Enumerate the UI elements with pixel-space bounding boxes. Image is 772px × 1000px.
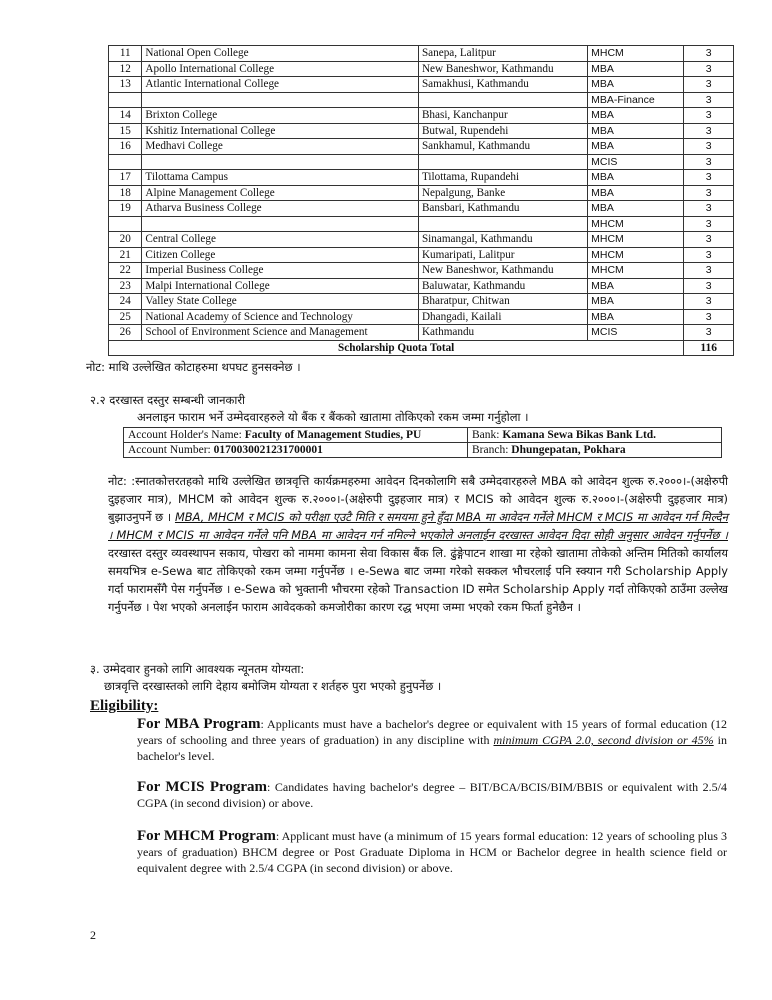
serial-number: 16: [109, 139, 142, 155]
college-name: [142, 92, 419, 108]
serial-number: 14: [109, 108, 142, 124]
serial-number: 12: [109, 61, 142, 77]
serial-number: 26: [109, 325, 142, 341]
quota-table-row: [109, 170, 734, 186]
quota-table-row: [109, 77, 734, 93]
program-name: MBA: [588, 185, 684, 201]
mhcm-eligibility: [137, 828, 727, 876]
quota-count: 3: [684, 170, 734, 186]
mhcm-text: : Applicant must have (a minimum of 15 years formal education: 12 years of schooling plus 3 years of graduation) BHCM degree or Post Graduate Diploma in HCM or Bachelor degree in health science field or equivalent degree with 2.5/4 CGPA (in second division) or above.: [137, 829, 727, 875]
scholarship-quota-table: [108, 45, 734, 356]
quota-count: 3: [684, 201, 734, 217]
program-name: MHCM: [588, 232, 684, 248]
application-fee-note: [108, 472, 728, 616]
college-name: Medhavi College: [142, 139, 419, 155]
branch-cell: [468, 443, 722, 458]
program-name: MBA-Finance: [588, 92, 684, 108]
college-location: Kumaripati, Lalitpur: [418, 247, 587, 263]
college-location: [418, 216, 587, 232]
account-number-value: 0170030021231700001: [213, 444, 323, 456]
program-name: MBA: [588, 170, 684, 186]
serial-number: 23: [109, 278, 142, 294]
serial-number: 15: [109, 123, 142, 139]
program-name: MBA: [588, 139, 684, 155]
quota-count: 3: [684, 185, 734, 201]
quota-table-row: [109, 123, 734, 139]
serial-number: [109, 154, 142, 170]
account-holder-label: Account Holder's Name:: [128, 429, 242, 441]
branch-label: Branch:: [472, 444, 509, 456]
quota-table-row: [109, 278, 734, 294]
bank-label: Bank:: [472, 429, 500, 441]
serial-number: [109, 216, 142, 232]
serial-number: 24: [109, 294, 142, 310]
payment-instructions: दरखास्त दस्तुर व्यवस्थापन सकाय, पोखरा को नाममा कामना सेवा विकास बैंक लि. ढुंङ्गेपाटन शाखा मा रहेको खातामा तोकेको अन्तिम मितिको कार्यालय समयभित्र e-Sewa बाट तोकिएको रकम जम्मा गर्नुपर्नेछ । e-Sewa बाट जम्मा गरेको सक्कल भौचरलाई पनि स्क्यान गरी Scholarship Apply गर्दा फारामसँगै पेस गर्नुपर्नेछ । e-Sewa को भुक्तानी भौचरमा रहेको Transaction ID समेत Scholarship Apply गर्दा तोकिएको ठाउँमा उल्लेख गर्नुपर्नेछ । पेश भएको अनलाईन फाराम आवेदकको कमजोरीका कारण रद्ध भएमा जम्मा भएको रकम फिर्ता हुनेछैन ।: [108, 546, 728, 614]
college-name: Atharva Business College: [142, 201, 419, 217]
quota-table-row: [109, 309, 734, 325]
college-name: Malpi International College: [142, 278, 419, 294]
serial-number: 17: [109, 170, 142, 186]
college-name: Tilottama Campus: [142, 170, 419, 186]
program-name: MBA: [588, 108, 684, 124]
quota-total-row: [109, 340, 734, 356]
college-name: Alpine Management College: [142, 185, 419, 201]
college-name: [142, 216, 419, 232]
college-name: Imperial Business College: [142, 263, 419, 279]
quota-count: 3: [684, 263, 734, 279]
exam-conflict-note: MBA, MHCM र MCIS को परीक्षा एउटै मिति र समयमा हुने हुँदा MBA मा आवेदन गर्नेले MHCM र MCIS मा आवेदन गर्न मिल्दैन । MHCM र MCIS मा आवेदन गर्नेले पनि MBA मा आवेदन गर्न नमिल्ने भएकोले अनलाईन दरखास्त आवेदन दिदा सोही अनुसार आवेदन गर्नुपर्नेछ ।: [108, 510, 729, 542]
program-name: MBA: [588, 294, 684, 310]
quota-table-row: [109, 201, 734, 217]
quota-note: नोट: माथि उल्लेखित कोटाहरुमा थपघट हुनसक्नेछ ।: [86, 360, 301, 374]
quota-table-row: [109, 139, 734, 155]
serial-number: 19: [109, 201, 142, 217]
college-location: [418, 92, 587, 108]
college-name: Citizen College: [142, 247, 419, 263]
college-name: Apollo International College: [142, 61, 419, 77]
program-name: MBA: [588, 278, 684, 294]
qualification-intro: छात्रवृत्ति दरखास्तको लागि देहाय बमोजिम योग्यता र शर्तहरु पुरा भएको हुनुपर्नेछ ।: [104, 679, 442, 693]
mcis-program-title: For MCIS Program: [137, 779, 268, 795]
quota-count: 3: [684, 325, 734, 341]
quota-count: 3: [684, 46, 734, 62]
college-name: Brixton College: [142, 108, 419, 124]
college-location: Sankhamul, Kathmandu: [418, 139, 587, 155]
bank-cell: [468, 428, 722, 443]
college-location: Baluwatar, Kathmandu: [418, 278, 587, 294]
fee-note-text: नोट: :स्नातकोत्तरतहको माथि उल्लेखित छात्रवृत्ति कार्यक्रमहरुमा आवेदन दिनकोलागि सबै उम्मेदवारहरुले MBA को आवेदन शुल्क रु.२०००।-(अक्षेरुपी दुइहजार मात्र), MHCM को आवेदन शुल्क रु.२०००।-(अक्षेरुपी दुइहजार मात्र) र MCIS को आवेदन शुल्क रु.२०००।-(अक्षेरुपी दुइहजार मात्र) बुझाउनुपर्ने छ ।: [108, 474, 728, 524]
mba-min-criteria: minimum CGPA 2.0, second division or 45%: [493, 733, 714, 747]
quota-table-row: [109, 247, 734, 263]
college-location: Samakhusi, Kathmandu: [418, 77, 587, 93]
quota-count: 3: [684, 77, 734, 93]
college-name: Central College: [142, 232, 419, 248]
college-name: National Open College: [142, 46, 419, 62]
quota-table-row: [109, 216, 734, 232]
quota-table-row: [109, 92, 734, 108]
college-name: Kshitiz International College: [142, 123, 419, 139]
account-holder-cell: [124, 428, 468, 443]
serial-number: 18: [109, 185, 142, 201]
program-name: MBA: [588, 309, 684, 325]
quota-count: 3: [684, 154, 734, 170]
mcis-text: : Candidates having bachelor's degree – BIT/BCA/BCIS/BIM/BBIS or equivalent with 2.5/4 CGPA (in second division) or above.: [137, 780, 727, 810]
quota-table-row: [109, 46, 734, 62]
serial-number: 22: [109, 263, 142, 279]
college-location: Dhangadi, Kailali: [418, 309, 587, 325]
mba-text: : Applicants must have a bachelor's degree or equivalent with 15 years of formal education (12 years of schooling and three years of graduation) in any discipline with: [137, 717, 727, 747]
college-name: Valley State College: [142, 294, 419, 310]
quota-table-row: [109, 232, 734, 248]
account-number-label: Account Number:: [128, 444, 211, 456]
college-location: Butwal, Rupendehi: [418, 123, 587, 139]
college-location: New Baneshwor, Kathmandu: [418, 263, 587, 279]
quota-count: 3: [684, 278, 734, 294]
mba-program-title: For MBA Program: [137, 716, 261, 732]
college-location: Sanepa, Lalitpur: [418, 46, 587, 62]
account-holder-value: Faculty of Management Studies, PU: [244, 429, 422, 441]
college-name: Atlantic International College: [142, 77, 419, 93]
program-name: MHCM: [588, 263, 684, 279]
account-number-cell: [124, 443, 468, 458]
college-name: School of Environment Science and Management: [142, 325, 419, 341]
mba-eligibility: [137, 716, 727, 764]
quota-table-row: [109, 263, 734, 279]
quota-count: 3: [684, 216, 734, 232]
quota-count: 3: [684, 61, 734, 77]
quota-count: 3: [684, 92, 734, 108]
quota-table-row: [109, 154, 734, 170]
program-name: MCIS: [588, 154, 684, 170]
program-name: MBA: [588, 201, 684, 217]
serial-number: 25: [109, 309, 142, 325]
program-name: MBA: [588, 61, 684, 77]
program-name: MHCM: [588, 216, 684, 232]
quota-count: 3: [684, 309, 734, 325]
quota-table-row: [109, 61, 734, 77]
quota-total-value: 116: [684, 340, 734, 356]
page-number: 2: [90, 928, 96, 942]
quota-table-row: [109, 108, 734, 124]
program-name: MBA: [588, 77, 684, 93]
quota-count: 3: [684, 108, 734, 124]
program-name: MHCM: [588, 247, 684, 263]
college-location: Nepalgung, Banke: [418, 185, 587, 201]
college-location: Kathmandu: [418, 325, 587, 341]
mhcm-program-title: For MHCM Program: [137, 828, 276, 844]
college-location: New Baneshwor, Kathmandu: [418, 61, 587, 77]
bank-account-table: [123, 427, 722, 458]
college-name: [142, 154, 419, 170]
quota-count: 3: [684, 139, 734, 155]
college-location: [418, 154, 587, 170]
program-name: MHCM: [588, 46, 684, 62]
quota-count: 3: [684, 123, 734, 139]
serial-number: 11: [109, 46, 142, 62]
quota-table-row: [109, 294, 734, 310]
bank-value: Kamana Sewa Bikas Bank Ltd.: [502, 429, 657, 441]
quota-count: 3: [684, 294, 734, 310]
serial-number: 21: [109, 247, 142, 263]
mcis-eligibility: [137, 779, 727, 811]
program-name: MCIS: [588, 325, 684, 341]
college-location: Tilottama, Rupandehi: [418, 170, 587, 186]
quota-total-label: Scholarship Quota Total: [109, 340, 684, 356]
eligibility-heading: Eligibility:: [90, 698, 159, 714]
college-location: Sinamangal, Kathmandu: [418, 232, 587, 248]
fee-section-heading: २.२ दरखास्त दस्तुर सम्बन्धी जानकारी: [90, 393, 245, 407]
serial-number: [109, 92, 142, 108]
college-name: National Academy of Science and Technology: [142, 309, 419, 325]
quota-table-body: [109, 46, 734, 341]
college-location: Bhasi, Kanchanpur: [418, 108, 587, 124]
serial-number: 20: [109, 232, 142, 248]
serial-number: 13: [109, 77, 142, 93]
branch-value: Dhungepatan, Pokhara: [511, 444, 626, 456]
college-location: Bansbari, Kathmandu: [418, 201, 587, 217]
fee-section-intro: अनलाइन फाराम भर्ने उम्मेदवारहरुले यो बैंक र बैंकको खातामा तोकिएको रकम जम्मा गर्नुहोला ।: [137, 410, 529, 424]
quota-count: 3: [684, 232, 734, 248]
quota-table-row: [109, 325, 734, 341]
college-location: Bharatpur, Chitwan: [418, 294, 587, 310]
program-name: MBA: [588, 123, 684, 139]
quota-count: 3: [684, 247, 734, 263]
mba-text-end: in bachelor's level.: [137, 733, 727, 763]
quota-table-row: [109, 185, 734, 201]
qualification-heading: ३. उम्मेदवार हुनको लागि आवश्यक न्यूनतम योग्यता:: [90, 662, 305, 676]
